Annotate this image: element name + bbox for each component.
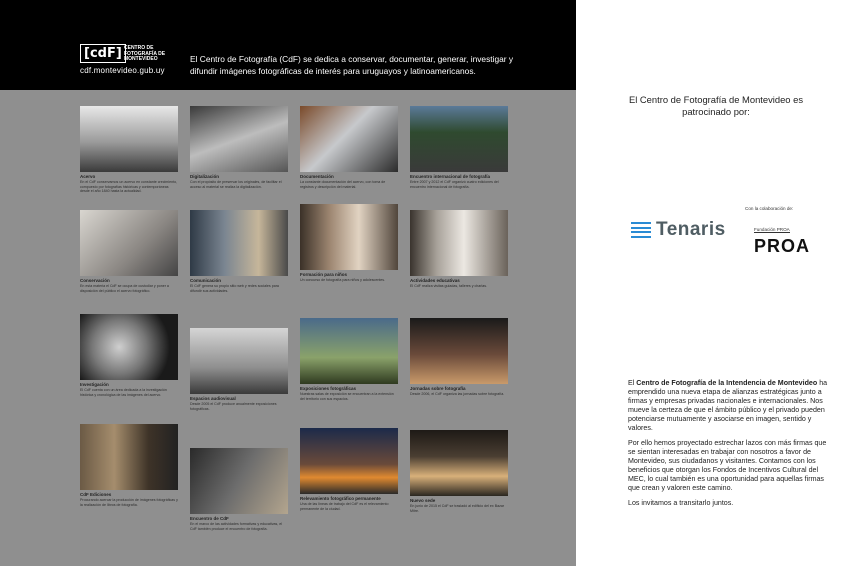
card-title: Relevamiento fotográfico permanente — [300, 496, 381, 501]
tenaris-logo[interactable] — [631, 219, 726, 241]
paragraph-3: Los invitamos a transitarlo juntos. — [628, 499, 734, 507]
header-bar — [0, 0, 576, 90]
card-title: Nuevo sede — [410, 498, 436, 503]
paragraph-2: Por ello hemos proyectado estrechar lazos con más firmas que se sientan interesadas en trabajar con nosotros a favor de Montevideo, sus ciudadanos y visitantes. Contamos con los beneficios que otorgan los Fondos de Incentivos Cultural del MEC, lo cual también es una oportunidad para aquellas firmas que crean y valoren este camino. — [628, 439, 827, 492]
card-title: Digitalización — [190, 174, 220, 179]
card-title: Comunicación — [190, 278, 222, 283]
card-jornadas — [410, 318, 508, 397]
card-title: Exposiciones fotográficas — [300, 386, 357, 391]
card-text: Nuestras salas de exposición se encuentran a la extensión del territorio con sus espacios. — [300, 392, 394, 401]
card-text: Entre 2007 y 2012 el CdF organizó cuatro ediciones del encuentro internacional de fotografía. — [410, 180, 499, 189]
tenaris-wordmark: Tenaris — [656, 219, 726, 240]
card-photo — [410, 106, 508, 172]
card-digitalizacion — [190, 106, 288, 189]
institution-name: Centro de Fotografía de la Intendencia de Montevideo — [636, 379, 818, 387]
logo-mark: [cdF] — [80, 44, 126, 63]
card-ninos — [300, 204, 398, 283]
card-photo — [300, 106, 398, 172]
card-title: Encuentro de CdF — [190, 516, 229, 521]
card-title: CdF Ediciones — [80, 492, 112, 497]
paragraph-1: El Centro de Fotografía de la Intendencia de Montevideo ha emprendido una nueva etapa de alianzas estratégicas junto a firmas y empresas privadas nacionales e internacionales. Nos mueve la certeza de que el ámbito público y el privado pueden potenciarse mutuamente y asociarse en imagen, sentido y valores. — [628, 379, 828, 432]
card-text: Desde 2006, el CdF organiza las jornadas sobre fotografía. — [410, 392, 505, 396]
intro-text: El Centro de Fotografía (CdF) se dedica a conservar, documentar, generar, investigar y difundir imágenes fotográficas de interés para uruguayos y latinoamericanos. — [190, 54, 514, 76]
card-title: Conservación — [80, 278, 110, 283]
card-investigacion — [80, 314, 178, 397]
card-conservacion — [80, 210, 178, 293]
card-photo — [190, 328, 288, 394]
logo-name: CENTRO DE FOTOGRAFÍA DE MONTEVIDEO — [124, 45, 166, 62]
card-encuentro-cdf — [190, 448, 288, 531]
card-text: En el CdF conservamos un acervo en constante crecimiento, compuesto por fotografías históricas y contemporáneas desde el año 1840 hasta la actualidad. — [80, 180, 178, 194]
card-nuevo-sede — [410, 430, 508, 513]
card-text: Con el propósito de preservar los originales, de facilitar el acceso al material se realiza la digitalización. — [190, 180, 282, 189]
card-title: Encuentro internacional de fotografía — [410, 174, 491, 179]
card-text: Desde 2005 el CdF produce anualmente exposiciones fotográficas. — [190, 402, 277, 411]
card-title: Espacios audiovisual — [190, 396, 236, 401]
card-text: La constante documentación del acervo, con toma de registros y descripción del material. — [300, 180, 386, 189]
card-text: En esta materia el CdF se ocupa de custodiar y poner a disposición del público el acervo fotográfico. — [80, 284, 169, 293]
card-ediciones — [80, 424, 178, 507]
right-panel — [576, 0, 850, 566]
card-text: El CdF realiza visitas guiadas, talleres y charlas. — [410, 284, 488, 288]
card-title: Documentación — [300, 174, 334, 179]
card-relevamiento — [300, 428, 398, 511]
card-text: Una de las líneas de trabajo del CdF es el relevamiento permanente de la ciudad. — [300, 502, 389, 511]
card-text: En junio de 2015 el CdF se trasladó al edificio del ex Bazar Mitre. — [410, 504, 505, 513]
card-photo — [80, 106, 178, 172]
collab-label: Con la colaboración de: — [745, 206, 794, 211]
card-text: El CdF cuenta con un área dedicada a la investigación histórica y cronológica de las imágenes del acervo. — [80, 388, 167, 397]
card-title: Actividades educativas — [410, 278, 460, 283]
card-comunicacion — [190, 210, 288, 293]
sponsor-title: El Centro de Fotografía de Montevideo es patrocinado por: — [628, 94, 804, 117]
card-text: El CdF genera su propio sitio web y redes sociales para difundir sus actividades. — [190, 284, 279, 293]
card-title: Investigación — [80, 382, 109, 387]
site-url[interactable]: cdf.montevideo.gub.uy — [80, 66, 165, 75]
card-text: Un concurso de fotografía para niños y adolescentes. — [300, 278, 386, 282]
proa-logo[interactable] — [754, 218, 810, 256]
card-encuentro-internacional — [410, 106, 508, 189]
card-photo — [300, 428, 398, 494]
card-title: Acervo — [80, 174, 96, 179]
card-photo — [410, 318, 508, 384]
card-educativas — [410, 210, 508, 289]
card-text: En el marco de las actividades formativas y educativas, el CdF también produce el encuentro de fotografía. — [190, 522, 283, 531]
card-title: Jornadas sobre fotografía — [410, 386, 466, 391]
card-documentacion — [300, 106, 398, 189]
card-photo — [190, 106, 288, 172]
card-photo — [410, 430, 508, 496]
card-photo — [300, 204, 398, 270]
card-acervo — [80, 106, 178, 194]
card-audiovisual — [190, 328, 288, 411]
proa-small-label: Fundación PROA — [754, 227, 790, 232]
cdf-logo — [80, 44, 166, 63]
card-photo — [300, 318, 398, 384]
card-text: Procurando acercar la producción de imágenes fotográficas y la realización de libros de fotografía. — [80, 498, 178, 507]
card-photo — [190, 210, 288, 276]
card-photo — [80, 210, 178, 276]
card-photo — [190, 448, 288, 514]
card-exposiciones — [300, 318, 398, 401]
card-photo — [80, 424, 178, 490]
proa-wordmark: PROA — [754, 236, 811, 256]
partnership-text — [628, 379, 828, 514]
tenaris-mark-icon — [631, 222, 651, 238]
card-photo — [410, 210, 508, 276]
card-title: Formación para niños — [300, 272, 348, 277]
card-photo — [80, 314, 178, 380]
